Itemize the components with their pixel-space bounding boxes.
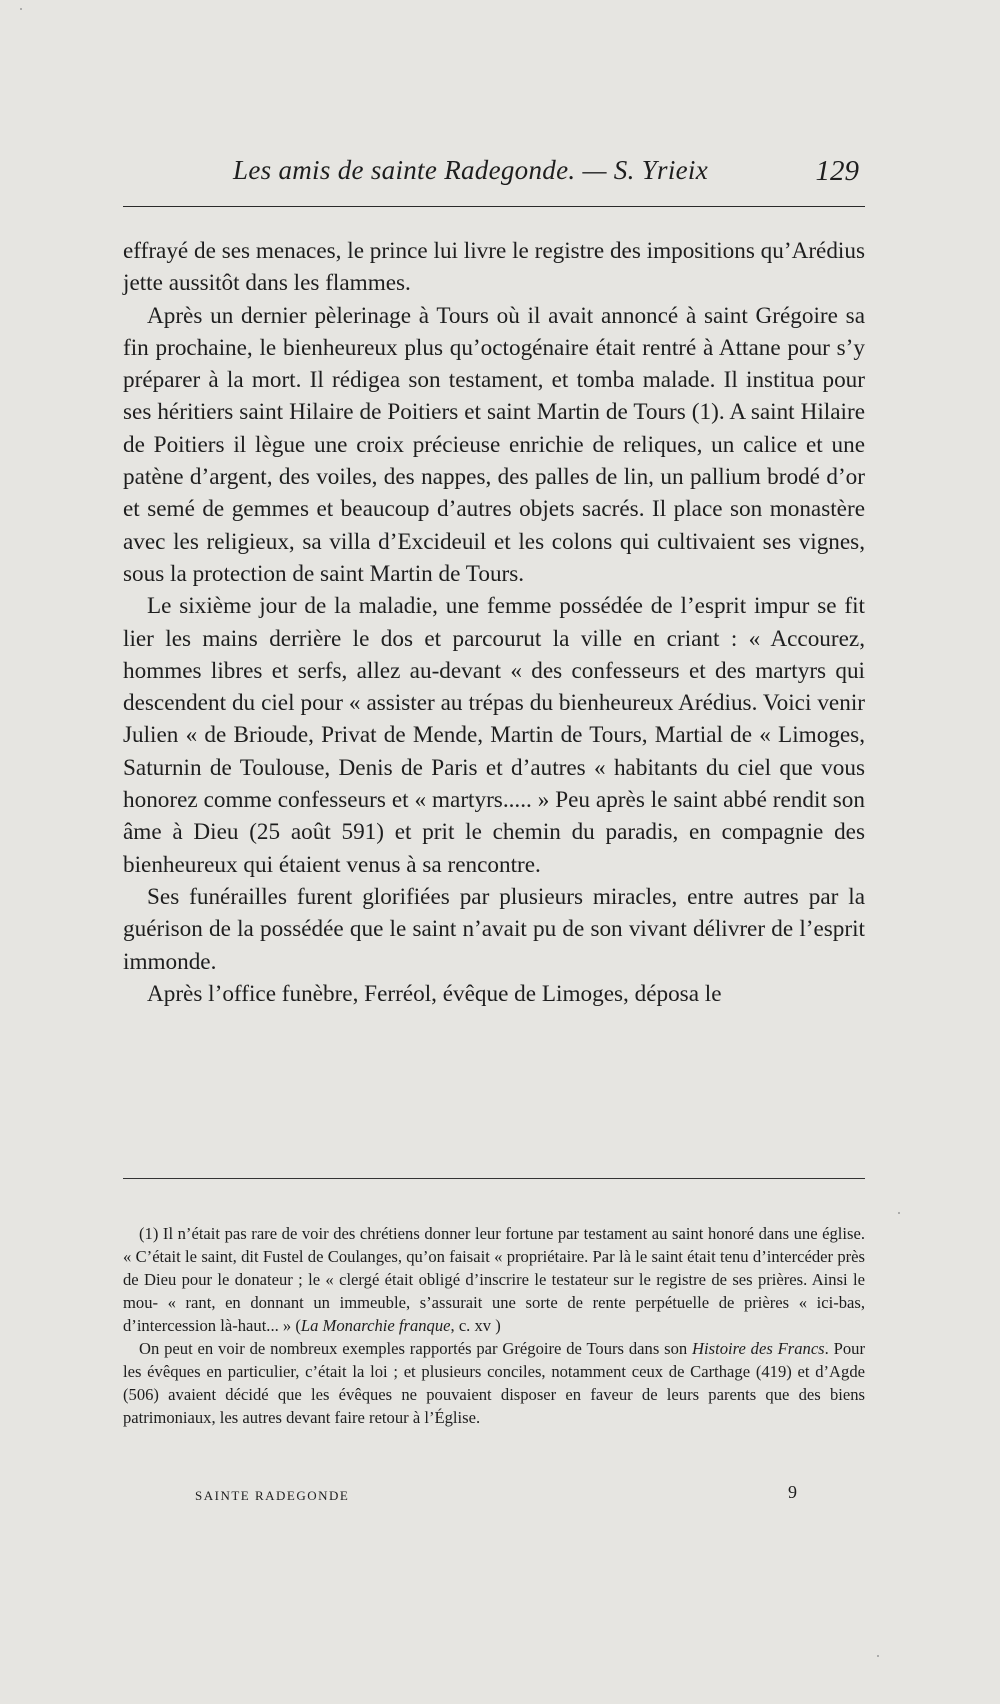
- footnote-work-title: La Monarchie franque: [300, 1316, 451, 1335]
- footnote-text: , c. xv ): [450, 1316, 501, 1335]
- paragraph: Ses funérailles furent glorifiées par plusieurs miracles, entre autres par la guérison de la possédée que le saint n’avait pu de son vivant délivrer de l’esprit immonde.: [123, 883, 865, 975]
- paper-speck: [20, 8, 22, 10]
- paragraph: Après l’office funèbre, Ferréol, évêque de Limoges, déposa le: [147, 980, 722, 1007]
- printer-signature: SAINTE RADEGONDE: [195, 1488, 350, 1503]
- footnote-text: On peut en voir de nombreux exemples rapportés par Grégoire de Tours dans son: [139, 1339, 693, 1358]
- paper-speck: [898, 1212, 900, 1214]
- footnote-rule: [123, 1178, 865, 1179]
- sheet-number: 9: [788, 1482, 797, 1502]
- footnote-text: (1) Il n’était pas rare de voir des chrétiens donner leur fortune par testament au saint honoré dans une église. « C’était le saint, dit Fustel de Coulanges, qu’on faisait « propriétaire. Par là le saint était tenu d’intercéder près de Dieu pour le donateur ; le « clergé était obligé d’inscrire le testateur sur le registre de ses prières. Ainsi le mou- « rant, en donnant un immeuble, s’assurait une sorte de rente perpétuelle de prières « ici-bas, d’intercession là-haut... » (: [123, 1224, 865, 1335]
- running-header: [123, 155, 865, 195]
- footnote-text: . Pour les évêques en particulier, c’était la loi ; et plusieurs conciles, notamment ceux de Carthage (419) et d’Agde (506) avaient décidé que les évêques ne pouvaient disposer en faveur de leurs parents que des biens patrimoniaux, les autres devant faire retour à l’Église.: [123, 1339, 865, 1427]
- footnotes: [123, 1222, 865, 1429]
- main-text: [123, 235, 865, 1010]
- paragraph: effrayé de ses menaces, le prince lui livre le registre des impositions qu’Arédius jette aussitôt dans les flammes.: [123, 238, 865, 297]
- page-number: 129: [815, 155, 859, 187]
- running-title: Les amis de sainte Radegonde. — S. Yrieix: [233, 155, 709, 185]
- footnote-1: [123, 1222, 865, 1337]
- paper-speck: [877, 1655, 879, 1657]
- footnote-2: [123, 1337, 865, 1429]
- paragraph: Après un dernier pèlerinage à Tours où il avait annoncé à saint Grégoire sa fin prochaine, le bienheureux plus qu’octogénaire était rentré à Attane pour s’y préparer à la mort. Il rédigea son testament, et tomba malade. Il institua pour ses héritiers saint Hilaire de Poitiers et saint Martin de Tours (1). A saint Hilaire de Poitiers il lègue une croix précieuse enrichie de reliques, un calice et une patène d’argent, des voiles, des nappes, des palles de lin, un pallium brodé d’or et semé de gemmes et beaucoup d’autres objets sacrés. Il place son monastère avec les religieux, sa villa d’Excideuil et les colons qui cultivaient ses vignes, sous la protection de saint Martin de Tours.: [123, 302, 865, 587]
- footnote-work-title: Histoire des Francs: [692, 1339, 825, 1358]
- header-rule: [123, 206, 865, 207]
- paragraph: Le sixième jour de la maladie, une femme possédée de l’esprit impur se fit lier les mains derrière le dos et parcourut la ville en criant : « Accourez, hommes libres et serfs, allez au-devant « des confesseurs et des martyrs qui descendent du ciel pour « assister au trépas du bienheureux Arédius. Voici venir Julien « de Brioude, Privat de Mende, Martin de Tours, Martial de « Limoges, Saturnin de Toulouse, Denis de Paris et d’autres « habitants du ciel que vous honorez comme confesseurs et « martyrs..... » Peu après le saint abbé rendit son âme à Dieu (25 août 591) et prit le chemin du paradis, en compagnie des bienheureux qui étaient venus à sa rencontre.: [123, 593, 865, 878]
